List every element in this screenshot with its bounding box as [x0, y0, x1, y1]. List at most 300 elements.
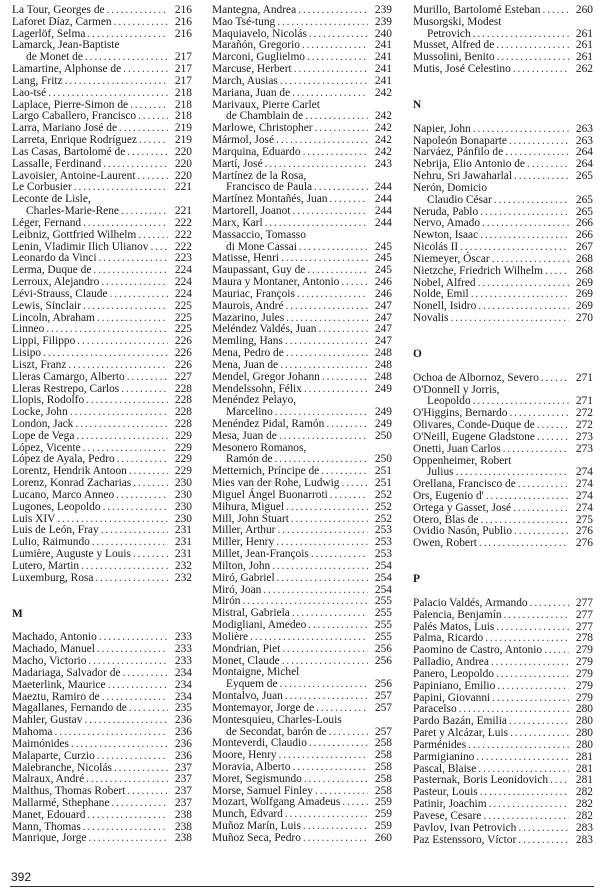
entry-page-number: 230	[174, 500, 192, 513]
entry-name: Mariana, Juan de	[212, 86, 291, 99]
entry-name: Matisse, Henri	[212, 252, 280, 265]
entry-name: O'Donnell y Jorris,	[413, 383, 500, 396]
entry-name-line	[212, 230, 392, 242]
entry-row	[413, 432, 593, 444]
entry-name: Niemeyer, Óscar	[413, 252, 490, 265]
entry-row	[12, 668, 192, 680]
entry-row	[413, 835, 593, 847]
entry-page-number: 253	[374, 536, 392, 549]
entry-name: Panero, Leopoldo	[413, 667, 494, 680]
leader-dots	[518, 479, 569, 491]
entry-name: Parménides	[413, 738, 467, 751]
entry-page-number: 256	[374, 642, 392, 655]
index-entry	[413, 811, 593, 823]
entry-row	[413, 124, 593, 136]
entry-page-number: 244	[374, 181, 392, 194]
entry-page-number: 224	[174, 276, 192, 289]
leader-dots	[133, 549, 168, 561]
entry-page-number: 274	[575, 478, 593, 491]
index-entry	[12, 40, 192, 64]
leader-dots	[280, 76, 368, 88]
entry-page-number: 280	[575, 715, 593, 728]
entry-page-number: 226	[174, 358, 192, 371]
entry-page-number: 216	[174, 4, 192, 16]
leader-dots	[263, 585, 368, 597]
entry-page-number: 276	[575, 525, 593, 538]
leader-dots	[138, 111, 168, 123]
entry-name-continuation: Julius	[427, 466, 454, 479]
leader-dots	[129, 466, 168, 478]
entry-name: Mendel, Gregor Johann	[212, 370, 320, 383]
entry-name: Pavlov, Ivan Petrovich	[413, 821, 517, 834]
entry-name: Miró, Gabriel	[212, 571, 275, 584]
entry-page-number: 225	[174, 299, 192, 312]
leader-dots	[97, 751, 168, 763]
entry-page-number: 216	[174, 27, 192, 40]
leader-dots	[129, 703, 168, 715]
entry-page-number: 219	[174, 134, 192, 147]
leader-dots	[514, 526, 569, 538]
entry-name: Ochoa de Albornoz, Severo	[413, 371, 539, 384]
entry-name: Mármol, José	[212, 134, 275, 147]
leader-dots	[480, 207, 569, 219]
leader-dots	[65, 76, 168, 88]
entry-page-number: 251	[374, 477, 392, 490]
entry-page-number: 279	[575, 644, 593, 657]
entry-page-number: 231	[174, 536, 192, 549]
leader-dots	[494, 195, 569, 207]
index-entry	[212, 147, 392, 159]
entry-page-number: 236	[174, 749, 192, 762]
index-entry	[12, 739, 192, 751]
entry-name: Mena, Juan de	[212, 358, 279, 371]
leader-dots	[492, 693, 569, 705]
leader-dots	[133, 478, 168, 490]
leader-dots	[518, 823, 569, 835]
entry-page-number: 246	[374, 287, 392, 300]
entry-page-number: 245	[374, 240, 392, 253]
index-entry	[12, 573, 192, 585]
entry-name: Musset, Alfred de	[413, 39, 495, 52]
leader-dots	[116, 490, 168, 502]
entry-name-continuation: Francisco de Paula	[226, 181, 313, 194]
entry-page-number: 254	[374, 571, 392, 584]
index-entry	[413, 610, 593, 622]
entry-name: Mesa, Juan de	[212, 429, 277, 442]
entry-name: O'Higgins, Bernardo	[413, 407, 508, 420]
entry-name: Ovidio Nasón, Publio	[413, 525, 513, 538]
leader-dots	[319, 324, 369, 336]
entry-page-number: 247	[374, 299, 392, 312]
entry-row	[12, 502, 192, 514]
entry-name: Morse, Samuel Finley	[212, 784, 313, 797]
entry-row	[12, 301, 192, 313]
entry-page-number: 244	[374, 193, 392, 206]
entry-page-number: 238	[174, 820, 192, 833]
leader-dots	[491, 657, 569, 669]
leader-dots	[330, 490, 368, 502]
entry-name: Maeterlink, Maurice	[12, 678, 106, 691]
entry-name: Maupassant, Guy de	[212, 264, 306, 277]
entry-name: Nietzche, Friedrich Wilhelm	[413, 264, 543, 277]
leader-dots	[492, 254, 569, 266]
entry-name: Lucano, Marco Anneo	[12, 488, 115, 501]
index-entry	[413, 669, 593, 681]
index-entry	[212, 561, 392, 573]
entry-name: Mirón	[212, 595, 241, 608]
entry-page-number: 244	[374, 216, 392, 229]
entry-name: Mill, John Stuart	[212, 512, 289, 525]
entry-page-number: 261	[575, 39, 593, 52]
entry-page-number: 259	[374, 820, 392, 833]
index-entry	[12, 360, 192, 372]
entry-page-number: 226	[174, 335, 192, 348]
index-entry	[413, 124, 593, 136]
leader-dots	[329, 194, 368, 206]
entry-page-number: 218	[174, 110, 192, 123]
leader-dots	[55, 727, 169, 739]
entry-page-number: 280	[575, 727, 593, 740]
entry-name: Mazarino, Jules	[212, 311, 285, 324]
entry-name: Mantegna, Andrea	[212, 4, 297, 16]
entry-name: Pasternak, Boris Leonidovich	[413, 774, 549, 787]
entry-page-number: 242	[374, 86, 392, 99]
entry-name: Martorell, Joanot	[212, 205, 291, 218]
entry-page-number: 242	[374, 134, 392, 147]
entry-name: Leconte de Lisle,	[12, 193, 91, 206]
entry-name: Nonell, Isidro	[413, 300, 477, 313]
entry-row	[12, 88, 192, 100]
leader-dots	[527, 159, 569, 171]
entry-name: Montemayor, Jorge de	[212, 701, 315, 714]
leader-dots	[304, 774, 368, 786]
leader-dots	[127, 147, 168, 159]
index-entry	[413, 823, 593, 835]
entry-name: Mann, Thomas	[12, 820, 81, 833]
index-entry	[413, 598, 593, 610]
entry-row	[413, 254, 593, 266]
entry-name-continuation: Leopoldo	[427, 395, 471, 408]
entry-page-number: 275	[575, 513, 593, 526]
leader-dots	[496, 40, 569, 52]
entry-name-continuation: Eyquem de	[226, 678, 278, 691]
entry-name: Neruda, Pablo	[413, 205, 479, 218]
entry-name: Mies van der Rohe, Ludwig	[212, 477, 340, 490]
entry-name: London, Jack	[12, 417, 74, 430]
entry-row	[212, 372, 392, 384]
leader-dots	[297, 289, 368, 301]
entry-name: Onetti, Juan Carlos	[413, 442, 501, 455]
leader-dots	[476, 752, 569, 764]
entry-page-number: 261	[575, 51, 593, 64]
entry-page-number: 216	[174, 15, 192, 28]
entry-name: Marquina, Eduardo	[212, 145, 301, 158]
entry-page-number: 269	[575, 300, 593, 313]
entry-page-number: 234	[174, 690, 192, 703]
index-entry	[212, 644, 392, 656]
section-letter-heading: O	[413, 347, 422, 360]
entry-name: Lutero, Martin	[12, 559, 80, 572]
entry-page-number: 229	[174, 465, 192, 478]
entry-row	[12, 218, 192, 230]
entry-name: Palacio Valdés, Armando	[413, 596, 528, 609]
leader-dots	[482, 218, 569, 230]
leader-dots	[71, 739, 168, 751]
entry-name: Lévi-Strauss, Claude	[12, 287, 108, 300]
index-entry	[12, 502, 192, 514]
entry-name: Mahoma	[12, 726, 53, 739]
leader-dots	[483, 811, 569, 823]
entry-page-number: 247	[374, 323, 392, 336]
entry-name: Pascal, Blaise	[413, 762, 477, 775]
index-entry	[212, 502, 392, 514]
entry-page-number: 234	[174, 666, 192, 679]
entry-name: Manrique, Jorge	[12, 832, 87, 845]
entry-name-continuation: di Mone Cassai	[226, 240, 297, 253]
entry-page-number: 256	[374, 678, 392, 691]
entry-name: Lorenz, Konrad Zacharias	[12, 477, 132, 490]
entry-name: Menéndez Pelayo,	[212, 394, 297, 407]
entry-page-number: 258	[374, 761, 392, 773]
entry-page-number: 282	[575, 798, 593, 811]
entry-page-number: 236	[174, 714, 192, 727]
leader-dots	[83, 218, 168, 230]
entry-name: Meléndez Valdés, Juan	[212, 323, 317, 336]
entry-page-number: 276	[575, 537, 593, 550]
leader-dots	[342, 797, 368, 809]
entry-name: Mena, Pedro de	[212, 347, 284, 360]
entry-row	[413, 752, 593, 764]
leader-dots	[277, 525, 368, 537]
entry-row	[12, 680, 192, 692]
entry-name: Miller, Henry	[212, 536, 275, 549]
leader-dots	[480, 787, 569, 799]
leader-dots	[127, 786, 168, 798]
entry-name: Milton, John	[212, 559, 271, 572]
entry-page-number: 224	[174, 287, 192, 300]
leader-dots	[97, 644, 168, 656]
entry-name: Lulio, Raimundo	[12, 536, 90, 549]
entry-name: Mallarmé, Sthephane	[12, 797, 110, 809]
entry-page-number: 274	[575, 489, 593, 502]
entry-page-number: 266	[575, 217, 593, 230]
entry-name: Palma, Ricardo	[413, 632, 484, 645]
leader-dots	[303, 821, 368, 833]
index-entry	[12, 230, 192, 242]
entry-name: Nolde, Emil	[413, 288, 469, 301]
leader-dots	[114, 17, 168, 29]
entry-page-number: 249	[374, 406, 392, 419]
entry-page-number: 232	[174, 571, 192, 584]
leader-dots	[497, 681, 569, 693]
entry-page-number: 237	[174, 761, 192, 774]
leader-dots	[86, 395, 168, 407]
entry-name: Mauriac, François	[212, 287, 295, 300]
entry-name: Nehru, Sri Jawaharlal	[413, 170, 513, 183]
entry-row	[212, 289, 392, 301]
leader-dots	[81, 561, 168, 573]
entry-page-number: 237	[174, 785, 192, 798]
entry-name: Paomino de Castro, Antonio	[413, 644, 543, 657]
leader-dots	[280, 679, 368, 691]
index-entry	[212, 301, 392, 313]
entry-page-number: 231	[174, 548, 192, 561]
leader-dots	[326, 419, 368, 431]
entry-page-number: 264	[575, 146, 593, 159]
leader-dots	[103, 502, 168, 514]
entry-page-number: 281	[575, 750, 593, 763]
entry-name: Malaparte, Curzio	[12, 749, 95, 762]
entry-page-number: 256	[374, 654, 392, 667]
entry-page-number: 269	[575, 276, 593, 289]
entry-row	[12, 739, 192, 751]
entry-page-number: 228	[174, 406, 192, 419]
entry-row	[413, 266, 593, 278]
entry-name-line	[212, 715, 392, 727]
entry-page-number: 259	[374, 808, 392, 821]
entry-name: Moravia, Alberto	[212, 761, 291, 773]
entry-page-number: 265	[575, 205, 593, 218]
entry-page-number: 225	[174, 311, 192, 324]
entry-name: Marañón, Gregorio	[212, 39, 300, 52]
entry-page-number: 228	[174, 394, 192, 407]
entry-page-number: 269	[575, 288, 593, 301]
entry-page-number: 253	[374, 548, 392, 561]
entry-name: Montalvo, Juan	[212, 690, 283, 703]
entry-name: Malebranche, Nicolás	[12, 761, 112, 774]
entry-name: Marx, Karl	[212, 216, 263, 229]
leader-dots	[83, 822, 168, 834]
entry-name: Muñoz Seca, Pedro	[212, 831, 301, 844]
entry-name-continuation: de Chamblain de	[226, 110, 304, 123]
entry-name: Pavese, Cesare	[413, 809, 482, 822]
entry-page-number: 272	[575, 407, 593, 420]
entry-name: Mihura, Miguel	[212, 500, 285, 513]
leader-dots	[543, 5, 570, 17]
index-entry	[413, 740, 593, 752]
entry-page-number: 264	[575, 158, 593, 171]
leader-dots	[294, 64, 368, 76]
entry-name: Lavoisier, Antoine-Laurent	[12, 169, 136, 182]
entry-row	[12, 833, 192, 845]
leader-dots	[545, 266, 569, 278]
entry-page-number: 258	[374, 749, 392, 762]
entry-page-number: 267	[575, 241, 593, 254]
entry-name: Palés Matos, Luis	[413, 620, 495, 633]
entry-continuation-row	[413, 195, 593, 207]
entry-page-number: 248	[374, 370, 392, 383]
entry-name: Palencia, Benjamín	[413, 608, 502, 621]
entry-row	[413, 313, 593, 325]
entry-page-number: 260	[575, 4, 593, 16]
entry-row	[12, 289, 192, 301]
entry-name-line	[413, 17, 593, 29]
leader-dots	[478, 278, 569, 290]
entry-name: Mutis, José Celestino	[413, 63, 511, 76]
entry-name: Montesquieu, Charles-Louis	[212, 713, 342, 726]
section-letter-heading: P	[413, 573, 420, 586]
entry-name: Malthus, Thomas Robert	[12, 785, 126, 798]
entry-row	[413, 64, 593, 76]
entry-row	[212, 490, 392, 502]
entry-name: Muñoz Marín, Luis	[212, 820, 301, 833]
entry-page-number: 239	[374, 15, 392, 28]
entry-page-number: 270	[575, 312, 593, 325]
leader-dots	[513, 503, 569, 515]
entry-name: Pasteur, Louis	[413, 786, 478, 799]
entry-page-number: 283	[575, 833, 593, 846]
leader-dots	[550, 775, 569, 787]
index-entry	[212, 667, 392, 691]
entry-name: Narváez, Pánfilo de	[413, 146, 504, 159]
entry-name: Lang, Fritz	[12, 74, 63, 87]
entry-name: Lumière, Auguste y Louis	[12, 548, 131, 561]
entry-page-number: 249	[374, 382, 392, 395]
entry-name: Lorentz, Hendrik Antoon	[12, 465, 127, 478]
entry-page-number: 257	[374, 690, 392, 703]
entry-name: Largo Caballero, Francisco	[12, 110, 137, 123]
entry-page-number: 282	[575, 809, 593, 822]
entry-row	[413, 538, 593, 550]
entry-name: Miró, Joan	[212, 583, 262, 596]
entry-row	[212, 644, 392, 656]
index-entry	[12, 372, 192, 384]
index-entry	[212, 443, 392, 467]
entry-name: Mondrian, Piet	[212, 642, 281, 655]
leader-dots	[107, 5, 168, 17]
index-entry	[212, 573, 392, 585]
entry-row	[12, 490, 192, 502]
entry-name: Mistral, Gabriela	[212, 607, 290, 620]
entry-page-number: 252	[374, 500, 392, 513]
entry-page-number: 255	[374, 630, 392, 643]
entry-row	[12, 17, 192, 29]
entry-page-number: 228	[174, 417, 192, 430]
entry-page-number: 221	[174, 181, 192, 194]
leader-dots	[285, 336, 368, 348]
entry-name: O'Neill, Eugene Gladstone	[413, 430, 535, 443]
leader-dots	[304, 384, 368, 396]
leader-dots	[303, 833, 368, 845]
entry-row	[212, 561, 392, 573]
entry-name: Paret y Alcázar, Luis	[413, 727, 509, 740]
leader-dots	[95, 573, 168, 585]
leader-dots	[76, 431, 168, 443]
leader-dots	[473, 124, 569, 136]
entry-page-number: 250	[374, 429, 392, 442]
entry-name: Lerroux, Alejandro	[12, 276, 100, 289]
entry-name: Locke, John	[12, 406, 68, 419]
leader-dots	[70, 407, 168, 419]
entry-page-number: 229	[174, 429, 192, 442]
leader-dots	[93, 265, 168, 277]
entry-page-number: 255	[374, 619, 392, 632]
leader-dots	[302, 40, 368, 52]
entry-page-number: 280	[575, 738, 593, 751]
entry-name-continuation: Marcelino	[226, 406, 273, 419]
entry-page-number: 252	[374, 488, 392, 501]
leader-dots	[84, 715, 168, 727]
leader-dots	[509, 136, 569, 148]
index-entry	[12, 810, 192, 822]
entry-page-number: 263	[575, 122, 593, 135]
entry-name: Memling, Hans	[212, 335, 283, 348]
entry-name-continuation: de Secondat, barón de	[226, 725, 327, 738]
entry-page-number: 217	[174, 51, 192, 64]
leader-dots	[292, 762, 368, 774]
entry-name: Lugones, Leopoldo	[12, 500, 101, 513]
entry-name: Miguel Ángel Buonarroti	[212, 488, 328, 501]
